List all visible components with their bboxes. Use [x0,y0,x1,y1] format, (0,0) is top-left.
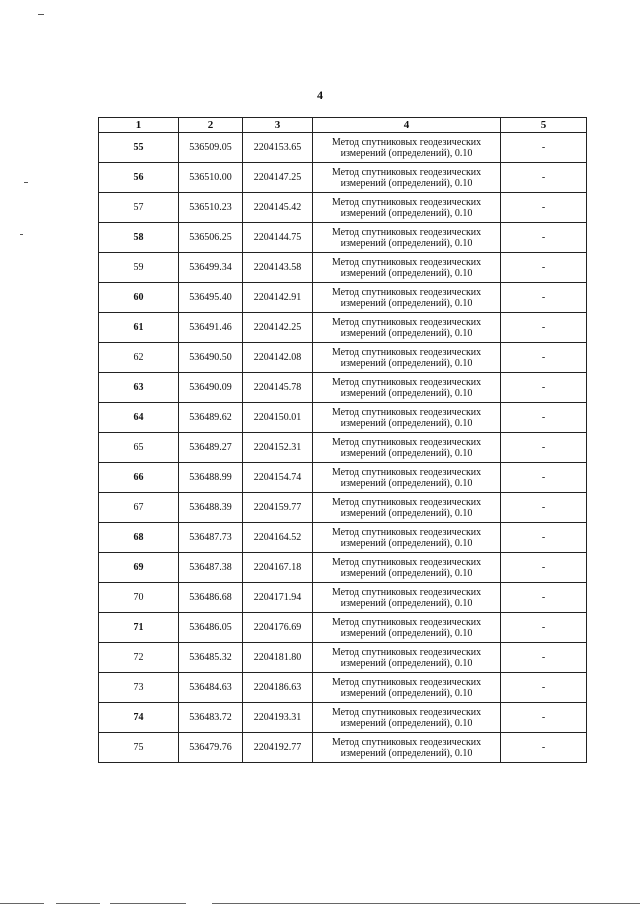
note-value: - [501,283,587,313]
point-number: 75 [99,733,179,763]
x-coordinate: 536490.50 [179,343,243,373]
table-header-row [99,118,587,133]
point-number: 64 [99,403,179,433]
method-description: Метод спутниковых геодезических измерений (определений), 0.10 [313,643,501,673]
table-row [99,733,587,763]
table-body [99,133,587,763]
method-description: Метод спутниковых геодезических измерений (определений), 0.10 [313,493,501,523]
point-number: 66 [99,463,179,493]
point-number: 70 [99,583,179,613]
x-coordinate: 536487.38 [179,553,243,583]
point-number: 56 [99,163,179,193]
y-coordinate: 2204145.42 [243,193,313,223]
note-value: - [501,673,587,703]
note-value: - [501,643,587,673]
y-coordinate: 2204152.31 [243,433,313,463]
point-number: 67 [99,493,179,523]
table-row [99,673,587,703]
x-coordinate: 536491.46 [179,313,243,343]
method-description: Метод спутниковых геодезических измерений (определений), 0.10 [313,373,501,403]
footer-line [0,903,44,904]
y-coordinate: 2204181.80 [243,643,313,673]
table-row [99,313,587,343]
method-description: Метод спутниковых геодезических измерений (определений), 0.10 [313,463,501,493]
table-row [99,553,587,583]
point-number: 57 [99,193,179,223]
note-value: - [501,463,587,493]
y-coordinate: 2204193.31 [243,703,313,733]
footer-line [212,903,640,904]
scan-mark [38,14,44,15]
x-coordinate: 536495.40 [179,283,243,313]
note-value: - [501,163,587,193]
x-coordinate: 536487.73 [179,523,243,553]
x-coordinate: 536489.62 [179,403,243,433]
coordinates-table [98,117,587,763]
table-row [99,613,587,643]
method-description: Метод спутниковых геодезических измерений (определений), 0.10 [313,433,501,463]
page-number: 4 [317,88,323,102]
x-coordinate: 536486.05 [179,613,243,643]
x-coordinate: 536485.32 [179,643,243,673]
table-row [99,283,587,313]
note-value: - [501,193,587,223]
note-value: - [501,703,587,733]
scan-mark [24,182,28,183]
method-description: Метод спутниковых геодезических измерений (определений), 0.10 [313,733,501,763]
method-description: Метод спутниковых геодезических измерений (определений), 0.10 [313,613,501,643]
x-coordinate: 536483.72 [179,703,243,733]
y-coordinate: 2204144.75 [243,223,313,253]
method-description: Метод спутниковых геодезических измерений (определений), 0.10 [313,703,501,733]
note-value: - [501,403,587,433]
note-value: - [501,733,587,763]
point-number: 60 [99,283,179,313]
x-coordinate: 536484.63 [179,673,243,703]
y-coordinate: 2204143.58 [243,253,313,283]
table-row [99,643,587,673]
table-row [99,703,587,733]
y-coordinate: 2204142.91 [243,283,313,313]
table-row [99,373,587,403]
column-header: 4 [313,118,501,133]
x-coordinate: 536479.76 [179,733,243,763]
y-coordinate: 2204142.25 [243,313,313,343]
y-coordinate: 2204150.01 [243,403,313,433]
note-value: - [501,313,587,343]
y-coordinate: 2204159.77 [243,493,313,523]
note-value: - [501,493,587,523]
x-coordinate: 536510.23 [179,193,243,223]
method-description: Метод спутниковых геодезических измерений (определений), 0.10 [313,163,501,193]
scan-mark [20,234,23,235]
note-value: - [501,613,587,643]
note-value: - [501,433,587,463]
x-coordinate: 536486.68 [179,583,243,613]
y-coordinate: 2204145.78 [243,373,313,403]
table-row [99,193,587,223]
note-value: - [501,133,587,163]
table-row [99,403,587,433]
point-number: 65 [99,433,179,463]
point-number: 71 [99,613,179,643]
y-coordinate: 2204171.94 [243,583,313,613]
x-coordinate: 536510.00 [179,163,243,193]
point-number: 59 [99,253,179,283]
table-row [99,433,587,463]
y-coordinate: 2204154.74 [243,463,313,493]
point-number: 58 [99,223,179,253]
note-value: - [501,373,587,403]
point-number: 68 [99,523,179,553]
point-number: 55 [99,133,179,163]
method-description: Метод спутниковых геодезических измерений (определений), 0.10 [313,343,501,373]
point-number: 73 [99,673,179,703]
x-coordinate: 536506.25 [179,223,243,253]
method-description: Метод спутниковых геодезических измерений (определений), 0.10 [313,583,501,613]
column-header: 2 [179,118,243,133]
footer-line [110,903,186,904]
method-description: Метод спутниковых геодезических измерений (определений), 0.10 [313,403,501,433]
note-value: - [501,343,587,373]
y-coordinate: 2204142.08 [243,343,313,373]
point-number: 61 [99,313,179,343]
point-number: 74 [99,703,179,733]
method-description: Метод спутниковых геодезических измерений (определений), 0.10 [313,553,501,583]
footer-line [56,903,100,904]
x-coordinate: 536489.27 [179,433,243,463]
x-coordinate: 536488.39 [179,493,243,523]
method-description: Метод спутниковых геодезических измерений (определений), 0.10 [313,253,501,283]
method-description: Метод спутниковых геодезических измерений (определений), 0.10 [313,283,501,313]
x-coordinate: 536499.34 [179,253,243,283]
point-number: 62 [99,343,179,373]
x-coordinate: 536490.09 [179,373,243,403]
method-description: Метод спутниковых геодезических измерений (определений), 0.10 [313,523,501,553]
note-value: - [501,553,587,583]
method-description: Метод спутниковых геодезических измерений (определений), 0.10 [313,223,501,253]
column-header: 3 [243,118,313,133]
table-row [99,133,587,163]
table-row [99,223,587,253]
column-header: 5 [501,118,587,133]
y-coordinate: 2204164.52 [243,523,313,553]
note-value: - [501,523,587,553]
table-row [99,493,587,523]
table-row [99,463,587,493]
point-number: 69 [99,553,179,583]
x-coordinate: 536509.05 [179,133,243,163]
table-row [99,163,587,193]
method-description: Метод спутниковых геодезических измерений (определений), 0.10 [313,133,501,163]
point-number: 63 [99,373,179,403]
note-value: - [501,583,587,613]
y-coordinate: 2204192.77 [243,733,313,763]
y-coordinate: 2204167.18 [243,553,313,583]
y-coordinate: 2204147.25 [243,163,313,193]
table-row [99,583,587,613]
note-value: - [501,223,587,253]
method-description: Метод спутниковых геодезических измерений (определений), 0.10 [313,673,501,703]
note-value: - [501,253,587,283]
y-coordinate: 2204176.69 [243,613,313,643]
column-header: 1 [99,118,179,133]
y-coordinate: 2204186.63 [243,673,313,703]
table-row [99,253,587,283]
table-row [99,343,587,373]
table-row [99,523,587,553]
x-coordinate: 536488.99 [179,463,243,493]
method-description: Метод спутниковых геодезических измерений (определений), 0.10 [313,193,501,223]
method-description: Метод спутниковых геодезических измерений (определений), 0.10 [313,313,501,343]
point-number: 72 [99,643,179,673]
y-coordinate: 2204153.65 [243,133,313,163]
